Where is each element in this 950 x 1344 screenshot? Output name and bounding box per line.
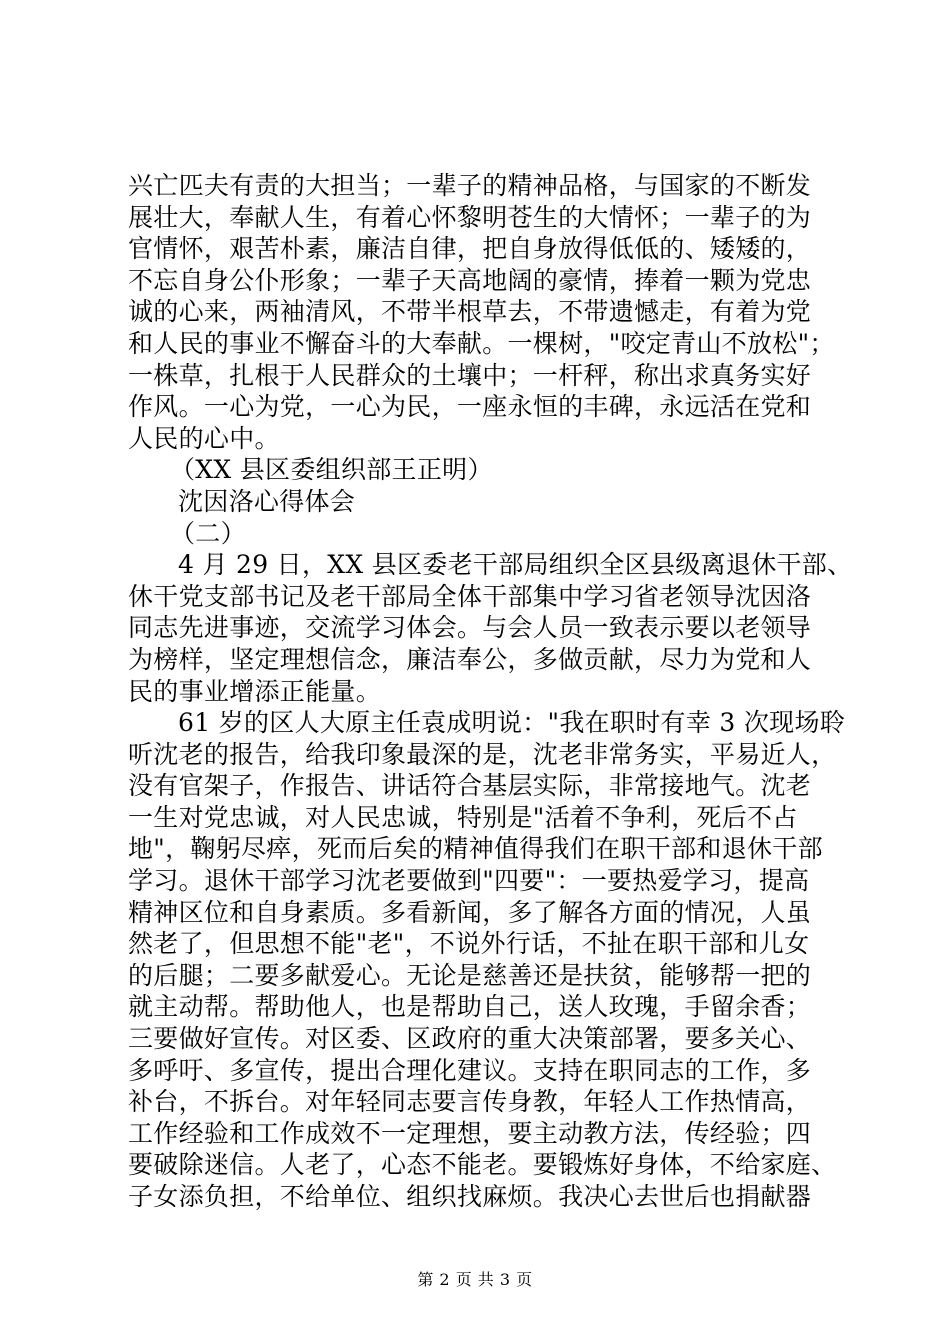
text-line: 诚的心来，两袖清风，不带半根草去，不带遗憾走，有着为党 xyxy=(128,297,812,327)
text-line: 同志先进事迹，交流学习体会。与会人员一致表示要以老领导 xyxy=(128,613,812,643)
text-line: 一株草，扎根于人民群众的土壤中；一杆秤，称出求真务实好 xyxy=(128,360,812,390)
text-line: 官情怀，艰苦朴素，廉洁自律，把自身放得低低的、矮矮的， xyxy=(128,234,812,264)
text-line: 人民的心中。 xyxy=(128,423,280,453)
text-line: 就主动帮。帮助他人，也是帮助自己，送人玫瑰，手留余香； xyxy=(128,992,812,1022)
text-line: 61 岁的区人大原主任袁成明说："我在职时有幸 3 次现场聆 xyxy=(178,708,846,738)
text-line: 一生对党忠诚，对人民忠诚，特别是"活着不争利，死后不占 xyxy=(128,802,798,832)
section-number: （二） xyxy=(170,518,246,548)
text-line: 子女添负担，不给单位、组织找麻烦。我决心去世后也捐献器 xyxy=(128,1182,812,1211)
text-line: 为榜样，坚定理想信念，廉洁奉公，多做贡献，尽力为党和人 xyxy=(128,644,812,674)
text-line: 补台，不拆台。对年轻同志要言传身教，年轻人工作热情高， xyxy=(128,1087,812,1117)
text-line: 不忘自身公仆形象；一辈子天高地阔的豪情，捧着一颗为党忠 xyxy=(128,265,812,295)
text-line: 和人民的事业不懈奋斗的大奉献。一棵树，"咬定青山不放松"； xyxy=(128,328,835,358)
text-line: 学习。退休干部学习沈老要做到"四要"：一要热爱学习，提高 xyxy=(128,866,810,896)
page-footer: 第 2 页 共 3 页 xyxy=(417,1270,533,1289)
text-line: 工作经验和工作成效不一定理想，要主动教方法，传经验；四 xyxy=(128,1118,812,1148)
text-line: 地"，鞠躬尽瘁，死而后矣的精神值得我们在职干部和退休干部 xyxy=(128,834,823,864)
text-line: 然老了，但思想不能"老"，不说外行话，不扯在职干部和儿女 xyxy=(128,929,810,959)
text-line: 三要做好宣传。对区委、区政府的重大决策部署，要多关心、 xyxy=(128,1024,812,1054)
text-line: 听沈老的报告，给我印象最深的是，沈老非常务实，平易近人， xyxy=(128,739,837,769)
document-body xyxy=(128,170,853,1213)
text-line: 多呼吁、多宣传，提出合理化建议。支持在职同志的工作，多 xyxy=(128,1055,812,1085)
text-line: 民的事业增添正能量。 xyxy=(128,676,382,706)
text-line: 兴亡匹夫有责的大担当；一辈子的精神品格，与国家的不断发 xyxy=(128,171,812,200)
text-line: 4 月 29 日，XX 县区委老干部局组织全区县级离退休干部、 xyxy=(178,550,853,580)
section-title: 沈因洛心得体会 xyxy=(178,486,356,516)
text-line: 休干党支部书记及老干部局全体干部集中学习省老领导沈因洛 xyxy=(128,581,812,611)
text-line: 精神区位和自身素质。多看新闻，多了解各方面的情况，人虽 xyxy=(128,897,812,927)
text-line: 作风。一心为党，一心为民，一座永恒的丰碑，永远活在党和 xyxy=(128,392,812,422)
text-line: 展壮大，奉献人生，有着心怀黎明苍生的大情怀；一辈子的为 xyxy=(128,202,812,232)
text-line: 的后腿；二要多献爱心。无论是慈善还是扶贫，能够帮一把的 xyxy=(128,960,812,990)
text-line: 要破除迷信。人老了，心态不能老。要锻炼好身体，不给家庭、 xyxy=(128,1150,837,1180)
text-line: 没有官架子，作报告、讲话符合基层实际，非常接地气。沈老 xyxy=(128,771,812,801)
author-attribution: （XX 县区委组织部王正明） xyxy=(170,455,493,485)
